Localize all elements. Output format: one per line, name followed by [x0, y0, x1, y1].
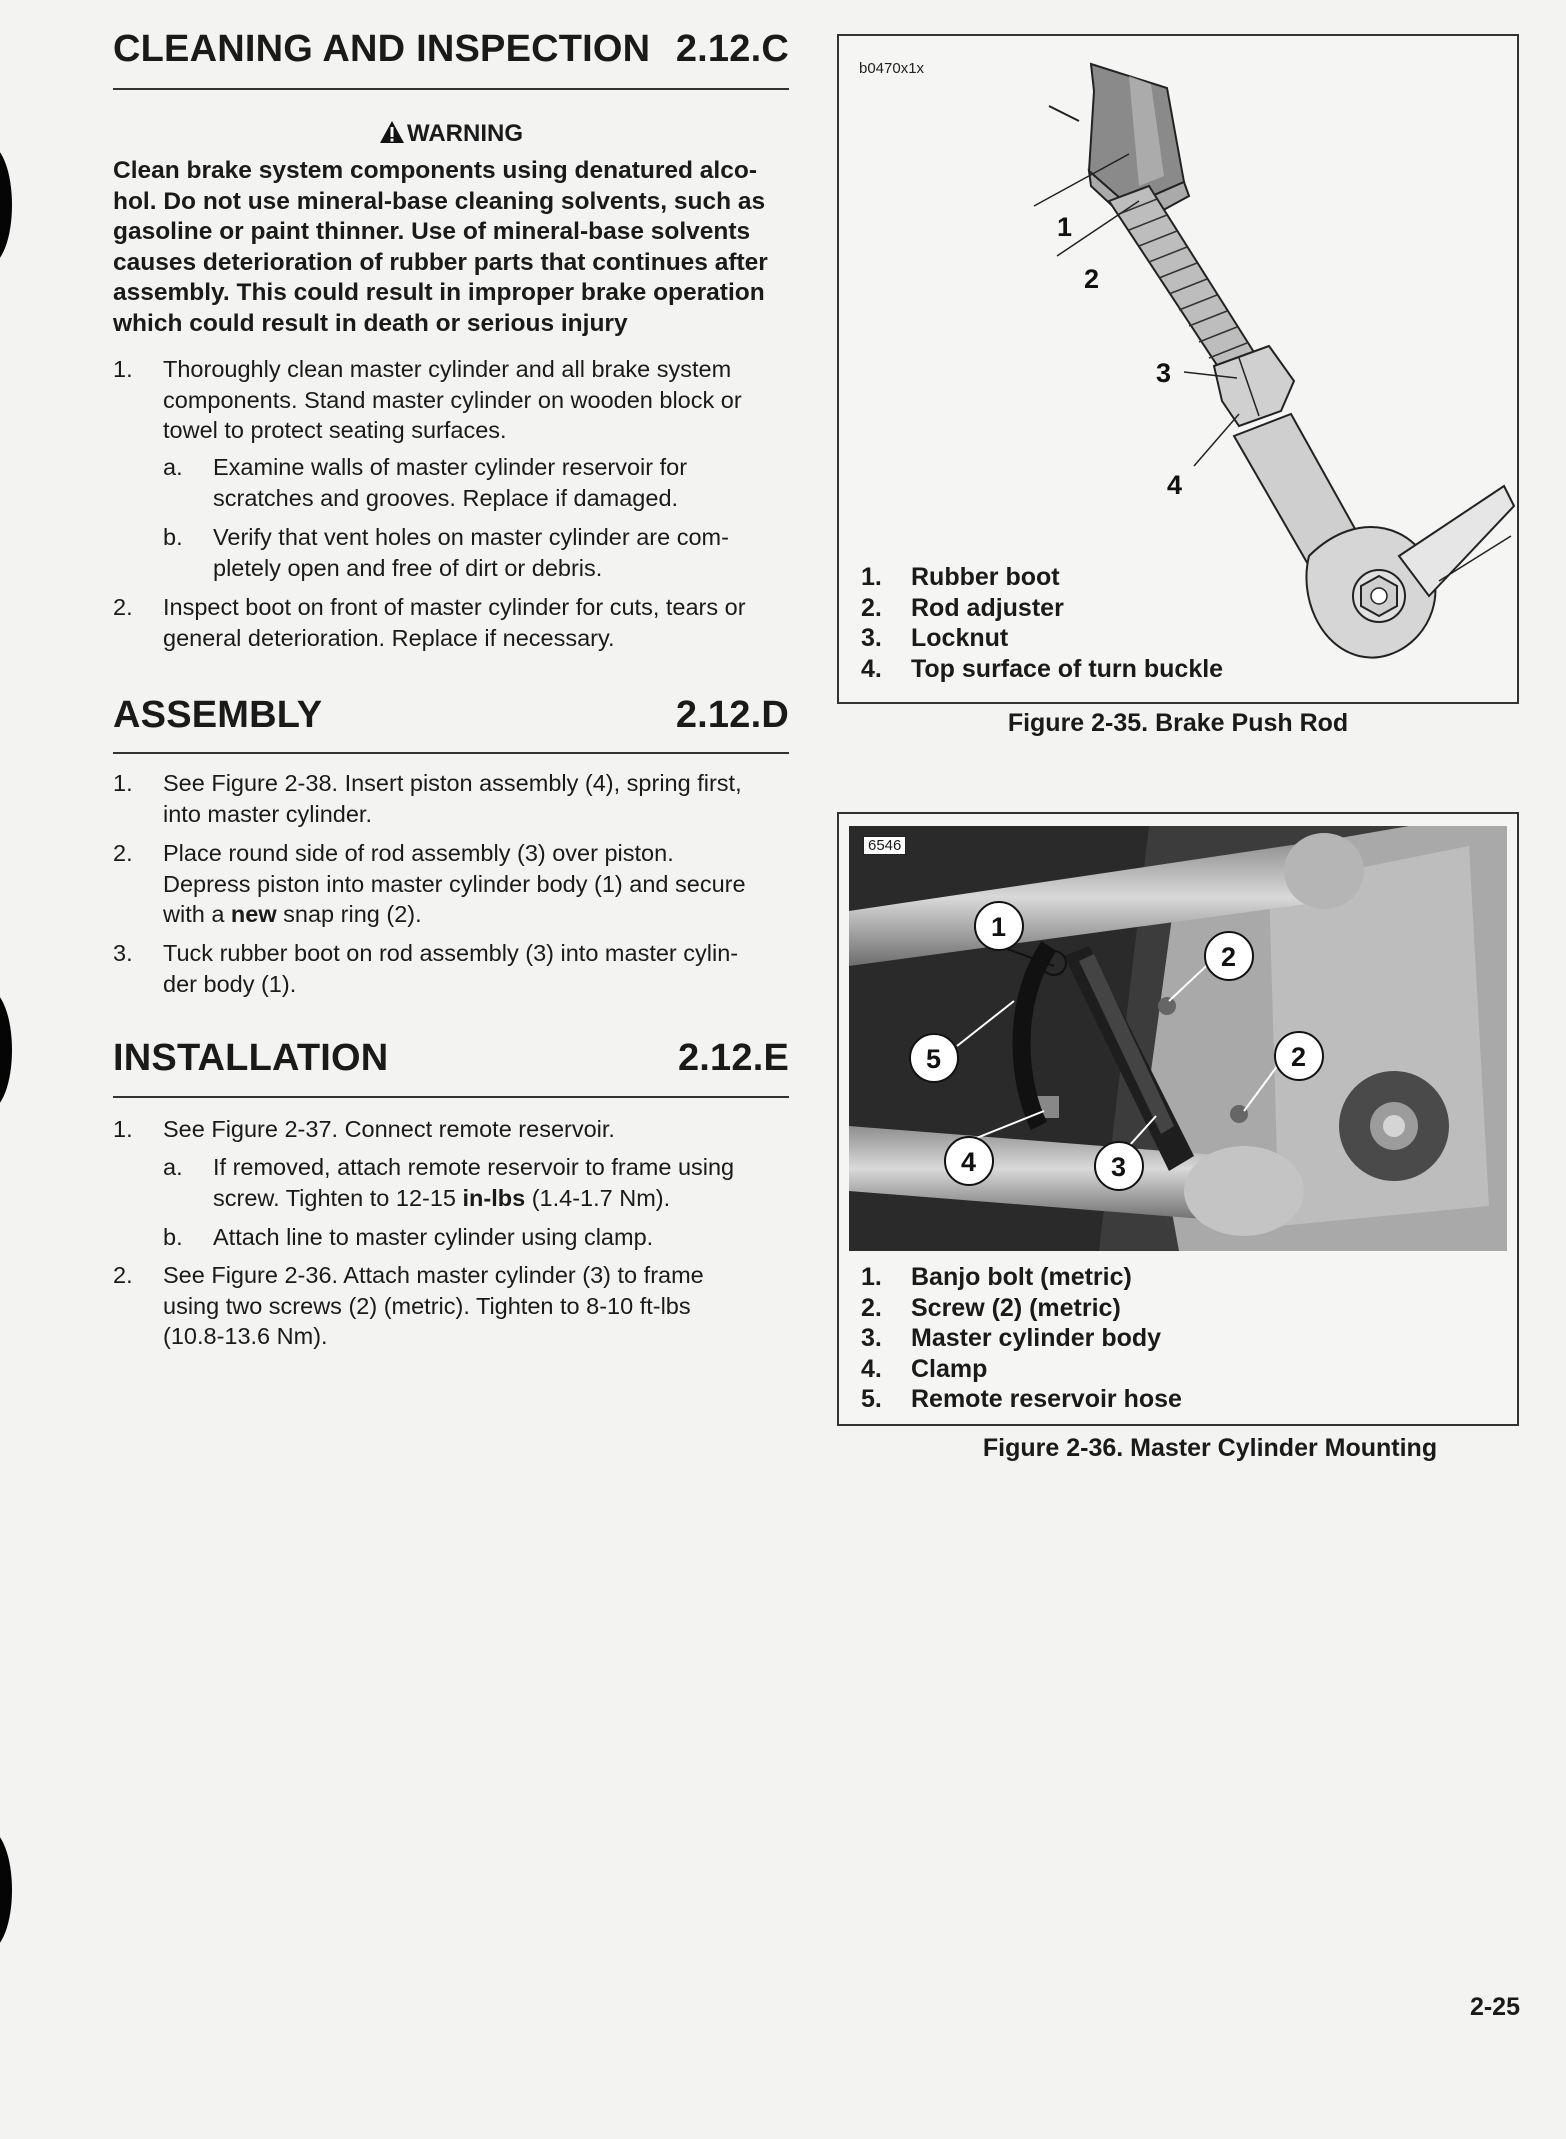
- section-rule: [113, 1096, 789, 1098]
- section-number: 2.12.E: [677, 1037, 789, 1079]
- warning-title: WARNING: [113, 120, 789, 151]
- warning-text: Clean brake system components using denatured alco- hol. Do not use mineral-base cleaning solvents, such as gasoline or paint thinner. Use of mineral-base solvents causes deterioration of rubber parts that continues after assembly. This could result in improper brake operation which could result in death or serious injury: [113, 157, 768, 337]
- section-heading-cleaning: [113, 28, 789, 71]
- figure-caption: Figure 2-36. Master Cylinder Mounting: [982, 1434, 1438, 1462]
- section-rule: [113, 752, 789, 754]
- callout-3: 3: [1111, 1152, 1127, 1182]
- section-heading-installation: [113, 1037, 789, 1080]
- punch-hole: [0, 1830, 12, 1950]
- callout-3: 3: [1156, 358, 1172, 388]
- section-rule: [113, 88, 789, 90]
- section-number: 2.12.C: [675, 28, 789, 70]
- callout-2: 2: [1291, 1042, 1307, 1072]
- section-heading-assembly: [113, 694, 789, 737]
- section-title: CLEANING AND INSPECTION: [113, 28, 651, 70]
- callout-2: 2: [1221, 942, 1237, 972]
- figure-2-35: [837, 34, 1519, 704]
- section-title: INSTALLATION: [113, 1037, 389, 1079]
- callout-4: 4: [961, 1147, 977, 1177]
- callout-1: 1: [1057, 212, 1073, 242]
- punch-hole: [0, 145, 12, 265]
- warning-triangle-icon: [379, 120, 405, 151]
- figure-id: b0470x1x: [859, 60, 925, 77]
- callout-2: 2: [1084, 264, 1100, 294]
- figure-2-36: [837, 812, 1519, 1426]
- section-title: ASSEMBLY: [113, 694, 323, 736]
- figure-legend: 1. Banjo bolt (metric) 2. Screw (2) (metric) 3. Master cylinder body 4. Clamp 5. Remote reservoir hose: [861, 1263, 1182, 1413]
- figure-id: 6546: [863, 836, 906, 855]
- punch-hole: [0, 990, 12, 1110]
- callout-5: 5: [926, 1044, 942, 1074]
- master-cylinder-photo: [849, 826, 1507, 1251]
- callout-4: 4: [1167, 470, 1183, 500]
- section-number: 2.12.D: [675, 694, 789, 736]
- figure-legend: 1. Rubber boot 2. Rod adjuster 3. Locknut 4. Top surface of turn buckle: [861, 563, 1224, 683]
- figure-caption: Figure 2-35. Brake Push Rod: [1007, 709, 1349, 737]
- page-number: 2-25: [1469, 1993, 1520, 2021]
- callout-1: 1: [991, 912, 1007, 942]
